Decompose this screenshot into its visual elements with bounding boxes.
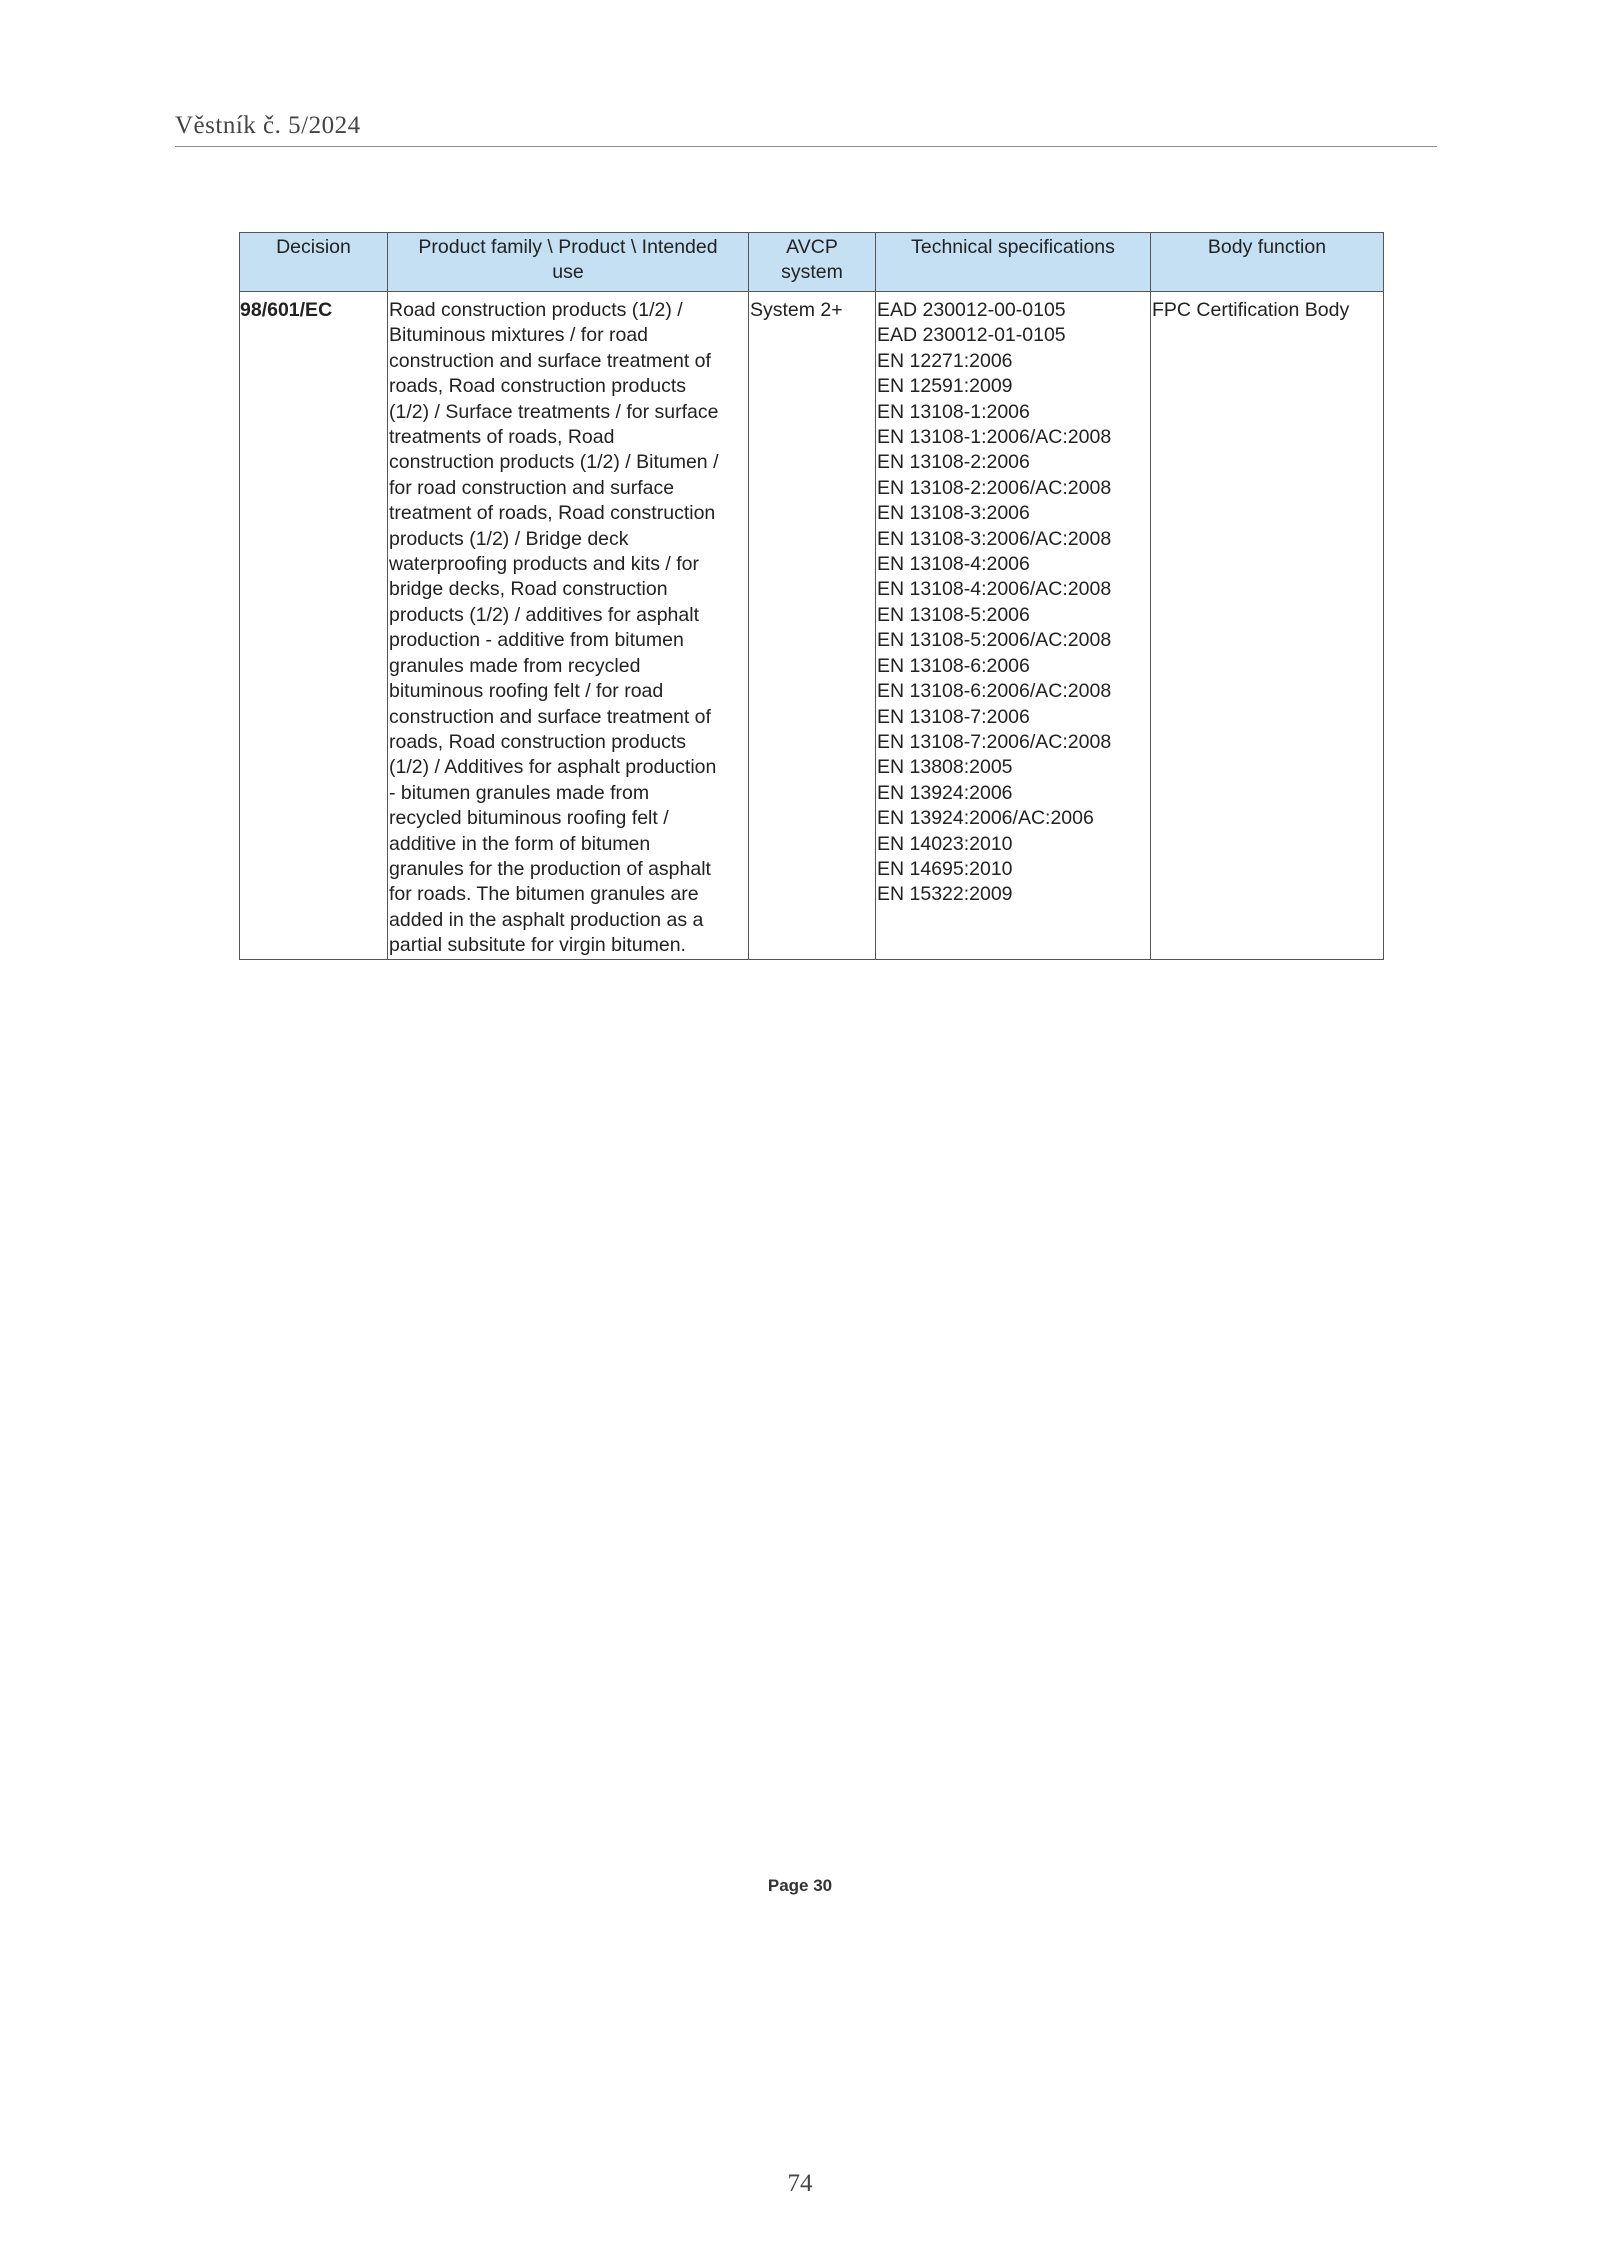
specification-item: EN 13924:2006/AC:2006	[877, 807, 1094, 830]
specification-item: EN 13108-7:2006/AC:2008	[877, 730, 1112, 753]
header-divider	[175, 146, 1437, 147]
table-header-row	[240, 233, 1384, 292]
specification-item: EN 13108-3:2006/AC:2008	[877, 527, 1112, 550]
column-header-body-function: Body function	[1151, 233, 1384, 292]
column-header-decision: Decision	[240, 233, 388, 292]
specification-item: EN 13108-2:2006	[877, 451, 1030, 474]
table-row	[240, 298, 1384, 959]
specification-item: EN 13108-7:2006	[877, 705, 1030, 728]
avcp-system-cell: System 2+	[749, 298, 876, 959]
page-label: Page 30	[767, 1876, 833, 1895]
technical-specifications-cell	[876, 298, 1151, 959]
specification-item: EN 13108-1:2006/AC:2008	[877, 426, 1112, 449]
specification-item: EN 14695:2010	[877, 857, 1013, 880]
specification-item: EN 12271:2006	[877, 349, 1013, 372]
specification-item: EN 13108-1:2006	[877, 400, 1030, 423]
specification-item: EN 13108-3:2006	[877, 502, 1030, 525]
product-family-cell: Road construction products (1/2) / Bituminous mixtures / for road construction and surface treatment of roads, Road construction products (1/2) / Surface treatments / for surface treatments of roads, Road construction products (1/2) / Bitumen / for road construction and surface treatment of roads, Road construction products (1/2) / Bridge deck waterproofing products and kits / for bridge decks, Road construction products (1/2) / additives for asphalt production - additive from bitumen granules made from recycled bituminous roofing felt / for road construction and surface treatment of roads, Road construction products (1/2) / Additives for asphalt production - bitumen granules made from recycled bituminous roofing felt / additive in the form of bitumen granules for the production of asphalt for roads. The bitumen granules are added in the asphalt production as a partial subsitute for virgin bitumen.	[388, 298, 749, 959]
specifications-list	[877, 298, 1149, 908]
specification-item: EN 13108-4:2006	[877, 553, 1030, 576]
specification-item: EN 14023:2010	[877, 832, 1013, 855]
specification-item: EN 13108-2:2006/AC:2008	[877, 476, 1112, 499]
decision-cell: 98/601/EC	[240, 298, 388, 959]
specification-item: EAD 230012-01-0105	[877, 324, 1066, 347]
body-function-cell: FPC Certification Body	[1151, 298, 1384, 959]
specification-item: EN 13108-6:2006	[877, 654, 1030, 677]
column-header-avcp: AVCP system	[749, 233, 876, 292]
specification-item: EN 13108-5:2006	[877, 603, 1030, 626]
specification-item: EN 13108-5:2006/AC:2008	[877, 629, 1112, 652]
specification-item: EN 13924:2006	[877, 781, 1013, 804]
specification-item: EN 13108-4:2006/AC:2008	[877, 578, 1112, 601]
page-number: 74	[787, 2170, 813, 2197]
specification-item: EAD 230012-00-0105	[877, 299, 1066, 321]
running-header-title: Věstník č. 5/2024	[175, 112, 361, 139]
specification-item: EN 15322:2009	[877, 883, 1013, 906]
specification-item: EN 13108-6:2006/AC:2008	[877, 680, 1112, 703]
specification-item: EN 12591:2009	[877, 375, 1013, 398]
specification-item: EN 13808:2005	[877, 756, 1013, 779]
column-header-technical-specifications: Technical specifications	[876, 233, 1151, 292]
column-header-product: Product family \ Product \ Intended use	[388, 233, 749, 292]
decision-table	[239, 232, 1384, 960]
